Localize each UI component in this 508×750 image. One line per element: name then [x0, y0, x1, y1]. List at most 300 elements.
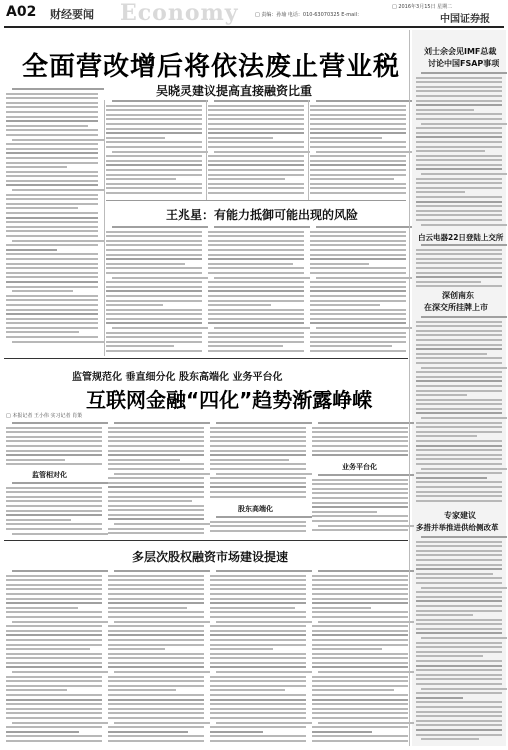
body-text-line — [108, 735, 204, 737]
body-text-line — [6, 579, 102, 581]
body-text-line — [108, 666, 204, 668]
body-text-line — [6, 726, 102, 728]
body-text-line — [416, 683, 502, 685]
body-text-line — [6, 648, 90, 650]
body-text-line — [310, 295, 406, 297]
body-text-line — [6, 134, 98, 136]
body-text-line — [106, 272, 202, 274]
body-text-line — [106, 332, 202, 334]
body-text-line — [106, 146, 202, 148]
body-text-line — [210, 611, 306, 613]
body-text-line — [421, 637, 507, 639]
body-text-line — [416, 276, 502, 278]
body-text-line — [421, 587, 507, 589]
body-text-line — [416, 146, 502, 148]
body-text-line — [6, 102, 98, 104]
body-text-line — [106, 178, 176, 180]
body-text-line — [106, 118, 202, 120]
body-text-line — [312, 740, 408, 742]
body-text-line — [108, 486, 204, 488]
body-text-line — [208, 123, 304, 125]
body-text-line — [216, 570, 312, 572]
fourth-col-2 — [108, 570, 204, 746]
body-text-line — [108, 518, 204, 520]
body-text-line — [210, 482, 306, 484]
body-text-line — [210, 436, 306, 438]
body-text-line — [210, 427, 306, 429]
body-text-line — [12, 88, 104, 90]
body-text-line — [208, 272, 304, 274]
body-text-line — [208, 183, 304, 185]
body-text-line — [108, 445, 204, 447]
body-text-line — [108, 598, 204, 600]
body-text-line — [416, 339, 502, 341]
body-text-line — [416, 697, 463, 699]
body-text-line — [6, 450, 102, 452]
body-text-line — [6, 491, 102, 493]
body-text-line — [416, 150, 485, 152]
third-col-4 — [312, 474, 408, 538]
body-text-line — [210, 440, 306, 442]
body-text-line — [416, 729, 502, 731]
body-text-line — [210, 602, 306, 604]
body-text-line — [421, 688, 507, 690]
body-text-line — [6, 125, 88, 127]
body-text-line — [310, 267, 406, 269]
body-text-line — [6, 162, 98, 164]
body-text-line — [416, 408, 502, 410]
body-text-line — [310, 132, 406, 134]
body-text-line — [208, 332, 304, 334]
body-text-line — [108, 593, 204, 595]
body-text-line — [12, 671, 108, 673]
body-text-line — [312, 454, 408, 456]
body-text-line — [310, 345, 392, 347]
body-text-line — [108, 616, 204, 618]
body-text-line — [6, 143, 98, 145]
third-subhead-1: 监管相对化 — [32, 471, 67, 479]
body-text-line — [312, 685, 408, 687]
body-text-line — [106, 267, 202, 269]
body-text-line — [316, 151, 412, 153]
body-text-line — [106, 304, 163, 306]
body-text-line — [310, 258, 406, 260]
body-text-line — [416, 577, 502, 579]
body-text-line — [310, 146, 406, 148]
column-rule — [206, 100, 207, 200]
body-text-line — [416, 344, 502, 346]
body-text-line — [208, 141, 304, 143]
body-text-line — [310, 160, 406, 162]
body-text-line — [6, 106, 98, 108]
body-text-line — [210, 657, 306, 659]
sidebar-item3-subtitle: 在深交所挂牌上市 — [424, 303, 488, 312]
body-text-line — [416, 394, 467, 396]
body-text-line — [416, 196, 502, 198]
body-text-line — [108, 726, 204, 728]
body-text-line — [6, 487, 102, 489]
body-text-line — [210, 579, 306, 581]
body-text-line — [416, 463, 502, 465]
body-text-line — [6, 740, 102, 742]
third-kicker: 监管规范化 垂直细分化 股东高端化 业务平台化 — [72, 372, 283, 383]
body-text-line — [312, 598, 408, 600]
body-text-line — [416, 701, 502, 703]
body-text-line — [12, 621, 108, 623]
body-text-line — [416, 610, 502, 612]
body-text-line — [416, 596, 502, 598]
body-text-line — [208, 174, 304, 176]
body-text-line — [416, 481, 502, 483]
body-text-line — [210, 486, 306, 488]
body-text-line — [108, 676, 204, 678]
body-text-line — [6, 253, 98, 255]
body-text-line — [312, 529, 408, 531]
body-text-line — [416, 500, 502, 502]
body-text-line — [310, 350, 406, 352]
section-title: 财经要闻 — [50, 8, 94, 21]
body-text-line — [12, 570, 108, 572]
body-text-line — [114, 422, 210, 424]
body-text-line — [6, 120, 98, 122]
body-text-line — [108, 680, 204, 682]
body-text-line — [312, 611, 408, 613]
third-col-4a — [312, 422, 408, 462]
body-text-line — [106, 322, 202, 324]
body-text-line — [6, 276, 98, 278]
body-text-line — [6, 272, 98, 274]
body-text-line — [310, 332, 406, 334]
body-text-line — [210, 644, 306, 646]
body-text-line — [6, 304, 98, 306]
body-text-line — [208, 300, 304, 302]
divider-fourth-story — [4, 540, 408, 541]
lead-subheadline: 吴晓灵建议提高直接融资比重 — [156, 84, 313, 98]
body-text-line — [6, 129, 98, 131]
body-text-line — [6, 336, 98, 338]
page-header — [0, 0, 508, 26]
body-text-line — [416, 734, 502, 736]
body-text-line — [310, 109, 406, 111]
body-text-line — [310, 123, 406, 125]
second-col-3 — [310, 226, 406, 356]
body-text-line — [108, 496, 204, 498]
body-text-line — [108, 630, 204, 632]
body-text-line — [208, 318, 304, 320]
body-text-line — [416, 614, 473, 616]
body-text-line — [416, 720, 502, 722]
body-text-line — [6, 258, 98, 260]
body-text-line — [108, 699, 204, 701]
header-rule — [4, 26, 504, 28]
body-text-line — [416, 674, 502, 676]
body-text-line — [106, 290, 202, 292]
body-text-line — [112, 100, 208, 102]
body-text-line — [6, 111, 98, 113]
body-text-line — [210, 639, 306, 641]
body-text-line — [6, 171, 98, 173]
body-text-line — [6, 712, 102, 714]
body-text-line — [208, 249, 304, 251]
body-text-line — [106, 132, 202, 134]
body-text-line — [310, 318, 406, 320]
body-text-line — [210, 530, 306, 532]
body-text-line — [310, 272, 406, 274]
body-text-line — [210, 496, 306, 498]
body-text-line — [416, 132, 502, 134]
body-text-line — [312, 520, 408, 522]
lead-headline: 全面营改增后将依法废止营业税 — [22, 52, 401, 82]
page-number: A02 — [6, 4, 37, 20]
body-text-line — [416, 253, 502, 255]
body-text-line — [210, 450, 306, 452]
body-text-line — [106, 345, 174, 347]
body-text-line — [416, 95, 502, 97]
body-text-line — [416, 605, 502, 607]
body-text-line — [6, 717, 102, 719]
body-text-line — [108, 436, 204, 438]
body-text-line — [416, 77, 502, 79]
body-text-line — [108, 717, 204, 719]
dateline: □ 2016年3月15日 星期二 — [392, 4, 453, 10]
body-text-line — [416, 380, 502, 382]
body-text-line — [416, 141, 502, 143]
body-text-line — [310, 300, 406, 302]
body-text-line — [210, 431, 306, 433]
body-text-line — [416, 86, 502, 88]
body-text-line — [6, 463, 102, 465]
body-text-line — [12, 722, 108, 724]
second-col-2 — [208, 226, 304, 356]
body-text-line — [6, 93, 98, 95]
body-text-line — [6, 157, 98, 159]
body-text-line — [416, 385, 502, 387]
body-text-line — [6, 505, 102, 507]
body-text-line — [316, 327, 412, 329]
body-text-line — [6, 318, 98, 320]
body-text-line — [6, 611, 102, 613]
body-text-line — [6, 184, 98, 186]
body-text-line — [108, 653, 204, 655]
body-text-line — [416, 262, 502, 264]
body-text-line — [106, 155, 202, 157]
body-text-line — [310, 105, 406, 107]
body-text-line — [416, 440, 502, 442]
body-text-line — [416, 582, 502, 584]
body-text-line — [208, 295, 304, 297]
body-text-line — [6, 657, 102, 659]
body-text-line — [312, 726, 408, 728]
body-text-line — [6, 203, 98, 205]
body-text-line — [421, 367, 507, 369]
body-text-line — [210, 708, 306, 710]
body-text-line — [416, 541, 502, 543]
body-text-line — [210, 685, 306, 687]
body-text-line — [416, 678, 502, 680]
body-text-line — [312, 579, 408, 581]
body-text-line — [416, 619, 502, 621]
body-text-line — [416, 486, 502, 488]
body-text-line — [6, 510, 102, 512]
body-text-line — [6, 295, 98, 297]
body-text-line — [6, 299, 98, 301]
fourth-headline: 多层次股权融资市场建设提速 — [132, 550, 289, 564]
body-text-line — [108, 588, 204, 590]
body-text-line — [310, 187, 406, 189]
body-text-line — [416, 495, 502, 497]
body-text-line — [208, 164, 304, 166]
body-text-line — [6, 639, 102, 641]
body-text-line — [12, 139, 104, 141]
body-text-line — [108, 708, 204, 710]
body-text-line — [210, 454, 306, 456]
sidebar-item4-body — [416, 536, 502, 744]
body-text-line — [416, 600, 502, 602]
body-text-line — [421, 536, 507, 538]
body-text-line — [416, 362, 502, 364]
body-text-line — [416, 646, 502, 648]
body-text-line — [312, 676, 408, 678]
body-text-line — [416, 136, 502, 138]
body-text-line — [112, 151, 208, 153]
body-text-line — [6, 634, 102, 636]
body-text-line — [421, 468, 507, 470]
body-text-line — [312, 431, 408, 433]
body-text-line — [106, 318, 202, 320]
body-text-line — [208, 258, 304, 260]
body-text-line — [210, 584, 306, 586]
body-text-line — [416, 550, 502, 552]
third-col-1 — [6, 422, 102, 470]
body-text-line — [106, 309, 202, 311]
body-text-line — [108, 579, 204, 581]
body-text-line — [310, 114, 406, 116]
body-text-line — [416, 390, 502, 392]
body-text-line — [208, 137, 273, 139]
body-text-line — [6, 286, 98, 288]
body-text-line — [114, 671, 210, 673]
body-text-line — [416, 445, 502, 447]
body-text-line — [6, 731, 79, 733]
body-text-line — [208, 244, 304, 246]
body-text-line — [316, 226, 412, 228]
body-text-line — [312, 488, 408, 490]
body-text-line — [310, 164, 406, 166]
body-text-line — [6, 735, 102, 737]
body-text-line — [416, 706, 502, 708]
body-text-line — [6, 699, 102, 701]
sidebar-item2-title: 白云电器22日登陆上交所 — [418, 233, 504, 242]
body-text-line — [6, 666, 102, 668]
body-text-line — [6, 212, 98, 214]
body-text-line — [312, 427, 408, 429]
body-text-line — [310, 336, 406, 338]
divider-second-story — [106, 200, 406, 201]
body-text-line — [6, 230, 98, 232]
body-text-line — [312, 662, 408, 664]
body-text-line — [6, 327, 98, 329]
body-text-line — [210, 630, 306, 632]
body-text-line — [108, 602, 204, 604]
body-text-line — [208, 290, 304, 292]
body-text-line — [416, 623, 502, 625]
body-text-line — [6, 166, 67, 168]
body-text-line — [208, 322, 304, 324]
body-text-line — [416, 412, 502, 414]
body-text-line — [6, 708, 102, 710]
body-text-line — [210, 468, 306, 470]
fourth-col-1 — [6, 570, 102, 746]
lead-col-3 — [208, 100, 304, 200]
body-text-line — [108, 584, 204, 586]
body-text-line — [208, 178, 285, 180]
body-text-line — [6, 431, 102, 433]
body-text-line — [108, 611, 204, 613]
body-text-line — [421, 316, 507, 318]
body-text-line — [106, 169, 202, 171]
body-text-line — [310, 322, 406, 324]
body-text-line — [210, 662, 306, 664]
body-text-line — [106, 313, 202, 315]
body-text-line — [416, 591, 502, 593]
body-text-line — [310, 235, 406, 237]
sidebar-item4-title: 专家建议 — [444, 511, 476, 520]
body-text-line — [310, 249, 406, 251]
sidebar-item3-title: 深创南东 — [442, 291, 474, 300]
body-text-line — [312, 648, 382, 650]
body-text-line — [316, 100, 412, 102]
body-text-line — [108, 607, 187, 609]
body-text-line — [6, 514, 102, 516]
body-text-line — [106, 295, 202, 297]
body-text-line — [6, 207, 78, 209]
body-text-line — [210, 463, 306, 465]
body-text-line — [114, 473, 210, 475]
body-text-line — [106, 281, 202, 283]
body-text-line — [318, 621, 414, 623]
body-text-line — [318, 722, 414, 724]
body-text-line — [310, 281, 406, 283]
body-text-line — [6, 221, 98, 223]
body-text-line — [416, 724, 502, 726]
body-text-line — [12, 290, 74, 292]
body-text-line — [6, 496, 102, 498]
body-text-line — [210, 459, 289, 461]
sidebar-item1-title: 刘士余会见IMF总裁 — [424, 47, 497, 56]
body-text-line — [6, 459, 65, 461]
body-text-line — [312, 634, 408, 636]
body-text-line — [310, 231, 406, 233]
body-text-line — [210, 712, 306, 714]
body-text-line — [210, 477, 306, 479]
second-headline: 王兆星：有能力抵御可能出现的风险 — [166, 208, 359, 222]
body-text-line — [6, 180, 98, 182]
body-text-line — [214, 151, 310, 153]
body-text-line — [416, 155, 502, 157]
body-text-line — [312, 450, 408, 452]
body-text-line — [208, 304, 271, 306]
body-text-line — [210, 717, 306, 719]
body-text-line — [106, 137, 165, 139]
body-text-line — [114, 621, 210, 623]
body-text-line — [108, 703, 204, 705]
body-text-line — [210, 607, 295, 609]
body-text-line — [416, 431, 502, 433]
body-text-line — [421, 417, 507, 419]
body-text-line — [210, 676, 306, 678]
body-text-line — [6, 436, 102, 438]
body-text-line — [6, 249, 57, 251]
